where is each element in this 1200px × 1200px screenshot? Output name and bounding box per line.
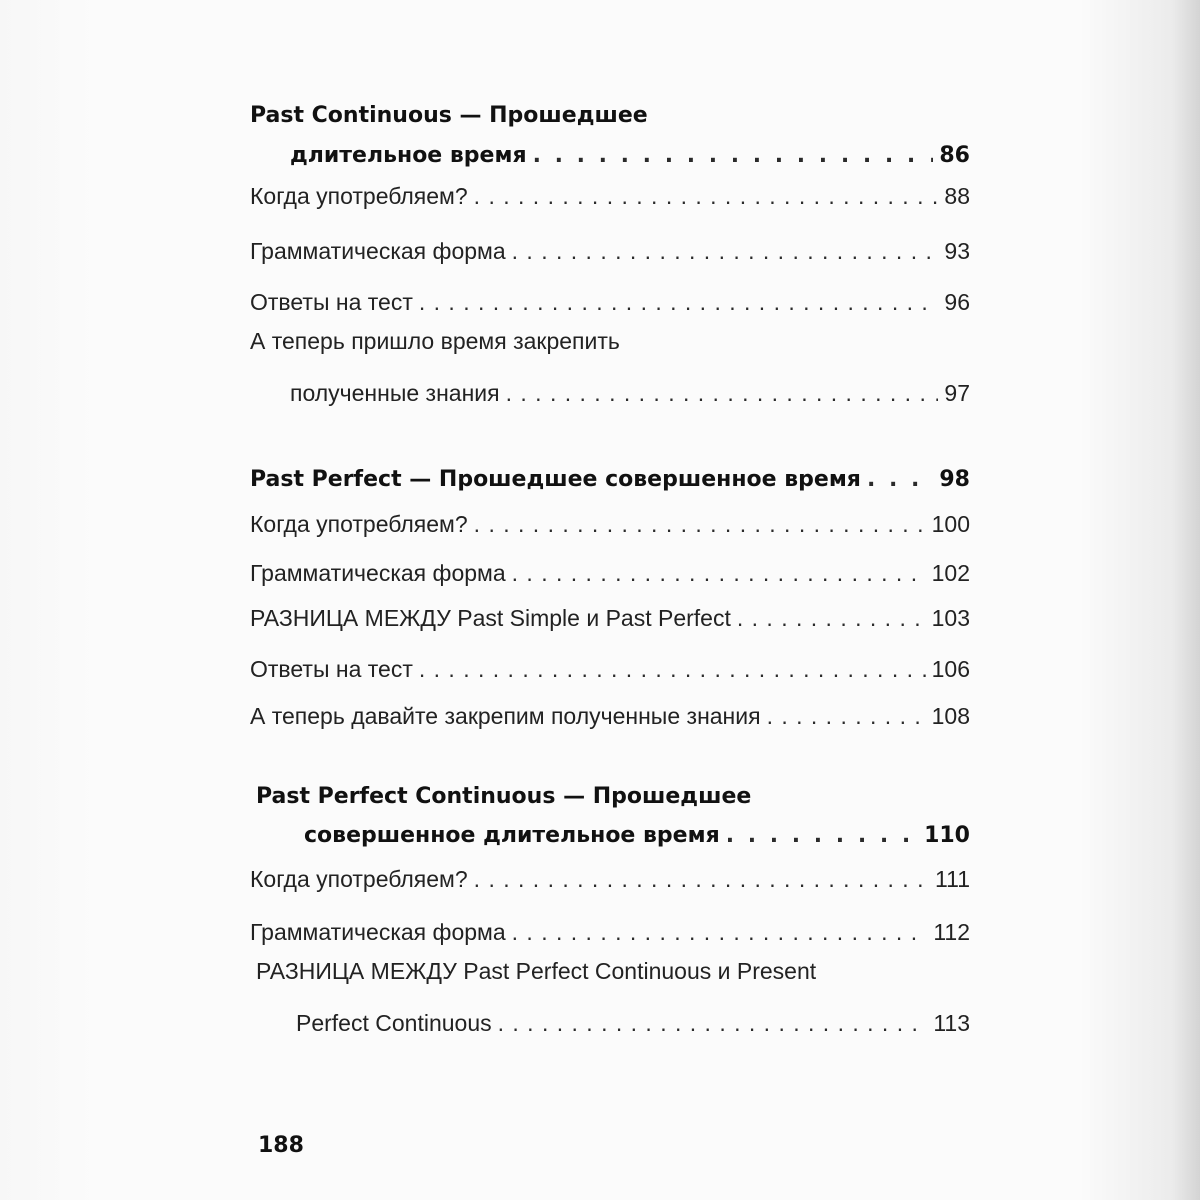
entry-title: Когда употребляем?: [250, 511, 468, 537]
toc-entry[interactable]: [250, 276, 970, 316]
entry-title-line2: Perfect Continuous: [296, 1010, 492, 1036]
page-ref: 113: [933, 1010, 970, 1036]
toc-entry[interactable]: [250, 592, 970, 632]
page-ref: 86: [939, 143, 970, 168]
chapter-title-line2: длительное время: [290, 143, 527, 168]
dot-leader: [767, 703, 926, 730]
page-ref: 102: [931, 560, 970, 586]
entry-title: Когда употребляем?: [250, 183, 468, 209]
entry-title: А теперь давайте закрепим полученные знания: [250, 703, 761, 729]
dot-leader: [533, 143, 934, 168]
dot-leader: [498, 1010, 928, 1037]
entry-title: Когда употребляем?: [250, 866, 468, 892]
toc-entry[interactable]: [250, 225, 970, 265]
chapter-entry-past-continuous[interactable]: [290, 128, 970, 168]
chapter-title-past-perfect-continuous: Past Perfect Continuous — Прошедшее: [256, 784, 752, 809]
page-edge-shadow: [1172, 0, 1200, 1200]
dot-leader: [737, 605, 926, 632]
toc-entry[interactable]: [250, 498, 970, 538]
page-ref: 108: [931, 703, 970, 729]
entry-title: Грамматическая форма: [250, 560, 506, 586]
toc-entry[interactable]: [250, 690, 970, 730]
dot-leader: [512, 919, 928, 946]
dot-leader: [726, 823, 918, 848]
toc-entry[interactable]: [250, 906, 970, 946]
chapter-title-line2: совершенное длительное время: [304, 823, 720, 848]
page-ref: 98: [939, 467, 970, 492]
page-ref: 112: [933, 919, 970, 945]
page-ref: 88: [944, 183, 970, 209]
entry-title-line2: полученные знания: [290, 380, 500, 406]
page-ref: 111: [935, 866, 970, 892]
page-ref: 93: [944, 238, 970, 264]
entry-title: Грамматическая форма: [250, 919, 506, 945]
page-ref: 97: [944, 380, 970, 406]
page-ref: 96: [944, 289, 970, 315]
toc-entry[interactable]: [290, 367, 970, 407]
dot-leader: [512, 560, 926, 587]
toc-entry[interactable]: [296, 997, 970, 1037]
chapter-entry-past-perfect-continuous[interactable]: [304, 808, 970, 848]
dot-leader: [512, 238, 939, 265]
entry-title-line1: РАЗНИЦА МЕЖДУ Past Perfect Continuous и Present: [256, 958, 817, 984]
toc-entry[interactable]: [250, 853, 970, 893]
page-ref: 106: [931, 656, 970, 682]
dot-leader: [474, 183, 939, 210]
toc-entry[interactable]: [250, 643, 970, 683]
chapter-title: Past Perfect — Прошедшее совершенное время: [250, 467, 861, 492]
dot-leader: [474, 511, 926, 538]
page-ref: 103: [931, 605, 970, 631]
entry-title: Грамматическая форма: [250, 238, 506, 264]
toc-entry[interactable]: [250, 547, 970, 587]
entry-title: Ответы на тест: [250, 656, 413, 682]
entry-title-line1: А теперь пришло время закрепить: [250, 328, 620, 354]
entry-title: Ответы на тест: [250, 289, 413, 315]
dot-leader: [419, 289, 939, 316]
page-ref: 100: [931, 511, 970, 537]
chapter-title-past-continuous: Past Continuous — Прошедшее: [250, 103, 648, 128]
page-ref: 110: [924, 823, 970, 848]
dot-leader: [474, 866, 929, 893]
dot-leader: [419, 656, 926, 683]
toc-entry[interactable]: [250, 170, 970, 210]
page-number: 188: [258, 1133, 304, 1158]
chapter-entry-past-perfect[interactable]: [250, 452, 970, 492]
dot-leader: [867, 467, 933, 492]
dot-leader: [506, 380, 939, 407]
entry-title: РАЗНИЦА МЕЖДУ Past Simple и Past Perfect: [250, 605, 731, 631]
